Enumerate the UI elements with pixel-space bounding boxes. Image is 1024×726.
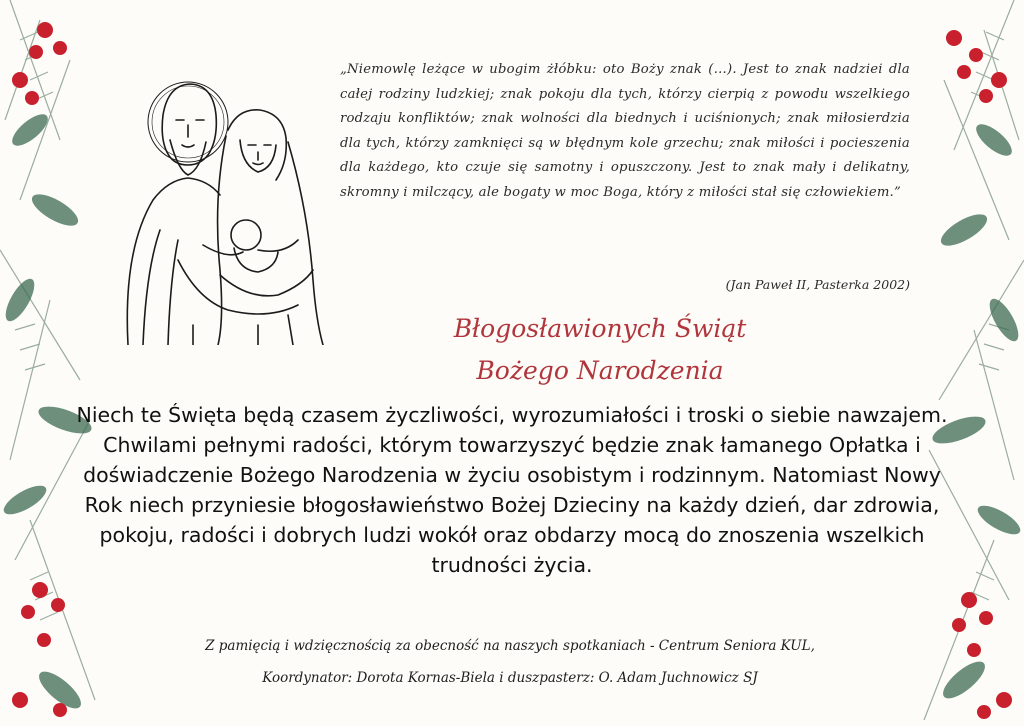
right-holly-garland (914, 0, 1024, 726)
left-holly-garland (0, 0, 110, 726)
christmas-greeting (400, 308, 800, 392)
footer-line-2: Koordynator: Dorota Kornas-Biela i duszpasterz: O. Adam Juchnowicz SJ (262, 670, 758, 686)
holy-family-illustration (108, 70, 338, 345)
quote-source: (Jan Paweł II, Pasterka 2002) (725, 277, 910, 292)
signature-footer (110, 630, 910, 694)
greeting-line-2: Bożego Narodzenia (476, 356, 724, 385)
greeting-line-1: Błogosławionych Świąt (453, 314, 747, 343)
john-paul-ii-quote: „Niemowlę leżące w ubogim żłóbku: oto Boży znak (…). Jest to znak nadziei dla całej rodziny ludzkiej; znak pokoju dla tych, którzy cierpią z powodu wszelkiego rodzaju konfliktów; znak wolności dla biednych i uciśnionych; znak miłosierdzia dla tych, którzy zamknięci są w błędnym kole grzechu; znak miłości i pocieszenia dla każdego, kto czuje się samotny i opuszczony. Jest to znak mały i delikatny, skromny i milczący, ale bogaty w moc Boga, który z miłości stał się człowiekiem.” (340, 62, 910, 200)
footer-line-1: Z pamięcią i wdzięcznością za obecność na naszych spotkaniach - Centrum Seniora KUL, (205, 638, 815, 654)
holiday-wishes-text: Niech te Święta będą czasem życzliwości, wyrozumiałości i troski o siebie nawzajem. Chwilami pełnymi radości, którym towarzyszyć będzie znak łamanego Opłatka i doświadczenie Bożego Narodzenia w życiu osobistym i rodzinnym. Natomiast Nowy Rok niech przyniesie błogosławieństwo Bożej Dzieciny na każdy dzień, dar zdrowia, pokoju, radości i dobrych ludzi wokół oraz obdarzy mocą do znoszenia wszelkich trudności życia. (76, 403, 948, 577)
